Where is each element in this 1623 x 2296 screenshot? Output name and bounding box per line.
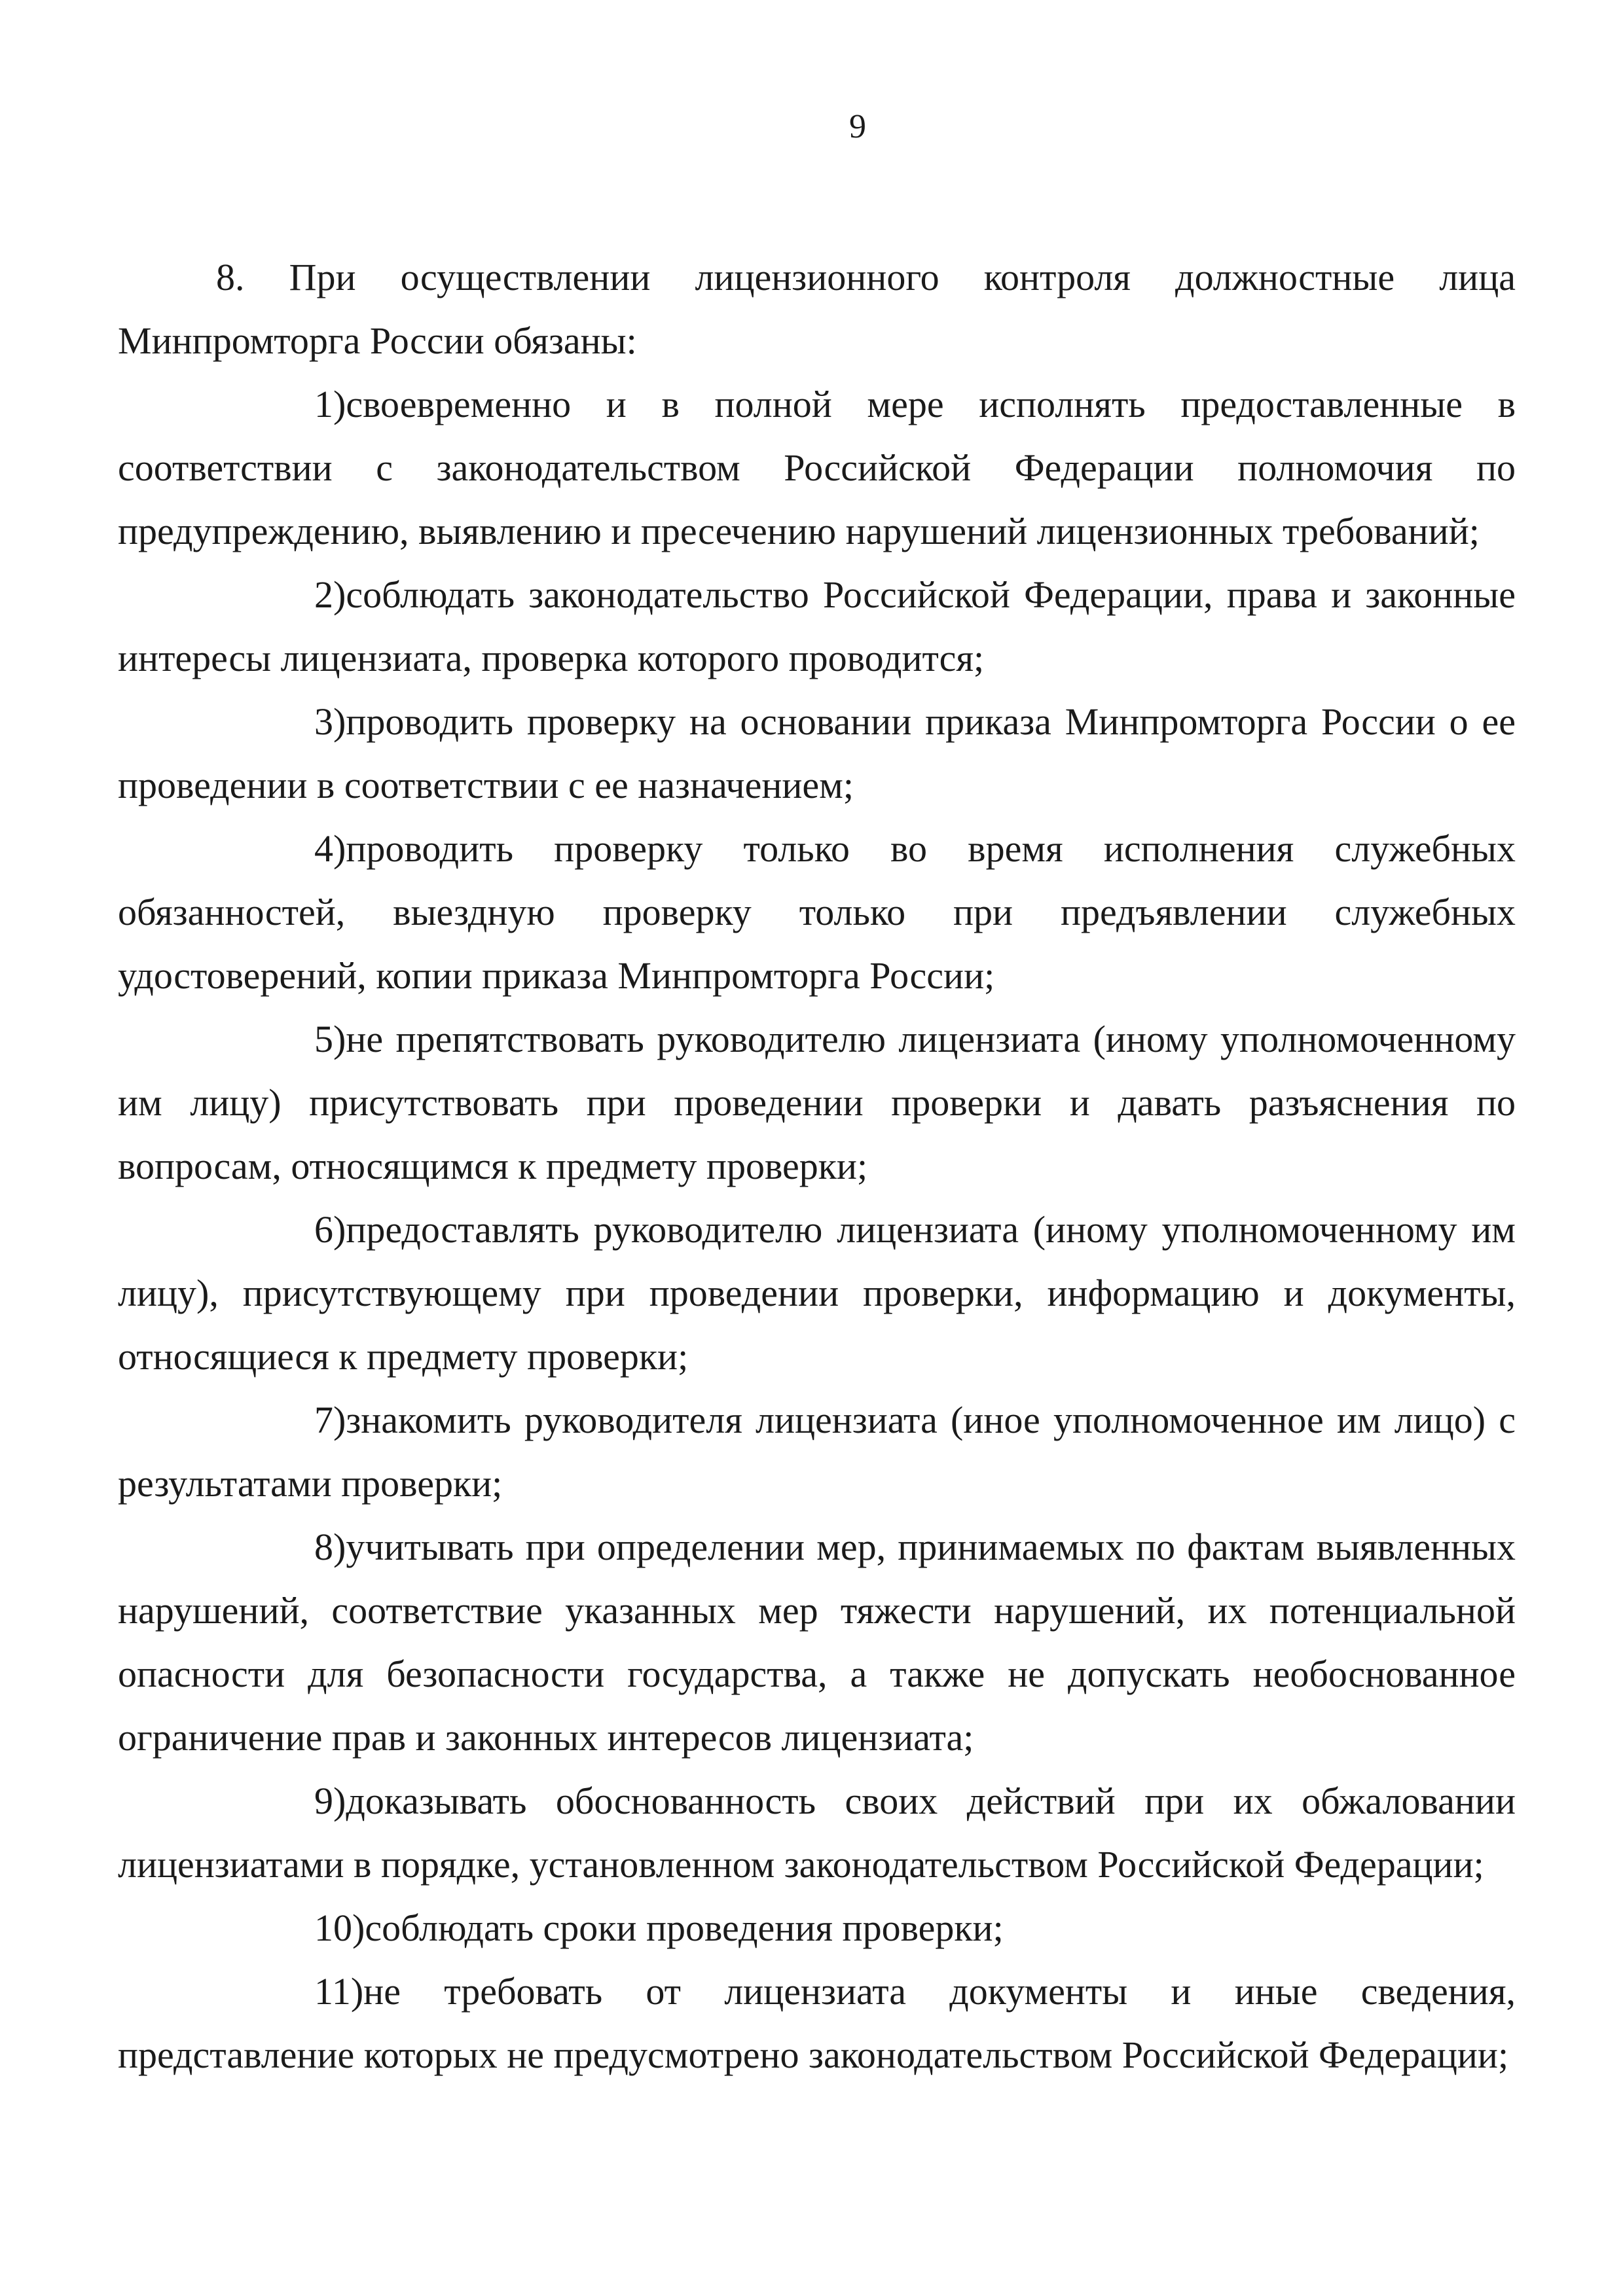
list-item-number: 2) (314, 573, 346, 616)
list-item-text: соблюдать законодательство Российской Федерации, права и законные интересы лицензиата, проверка которого проводится; (118, 573, 1516, 679)
list-item (118, 1960, 1516, 2087)
list-item-number: 7) (314, 1399, 346, 1441)
list-item (118, 817, 1516, 1007)
list-item (118, 1198, 1516, 1388)
list-item-text: не требовать от лицензиата документы и иные сведения, представление которых не предусмотрено законодательством Российской Федерации; (118, 1970, 1516, 2076)
list-item (118, 1896, 1516, 1960)
list-item (118, 1769, 1516, 1896)
list-item-text: доказывать обоснованность своих действий при их обжаловании лицензиатами в порядке, установленном законодательством Российской Федерации; (118, 1780, 1516, 1886)
list-item (118, 690, 1516, 817)
list-item-number: 3) (314, 700, 346, 743)
page-number: 9 (849, 108, 866, 145)
list-item-text: не препятствовать руководителю лицензиата (иному уполномоченному им лицу) присутствовать при проведении проверки и давать разъяснения по вопросам, относящимся к предмету проверки; (118, 1018, 1516, 1187)
list-item-text: соблюдать сроки проведения проверки; (365, 1907, 1004, 1949)
list-item-text: предоставлять руководителю лицензиата (иному уполномоченному им лицу), присутствующему при проведении проверки, информацию и документы, относящиеся к предмету проверки; (118, 1208, 1516, 1378)
list-item-text: проводить проверку только во время исполнения служебных обязанностей, выездную проверку только при предъявлении служебных удостоверений, копии приказа Минпромторга России; (118, 827, 1516, 997)
list-item (118, 563, 1516, 690)
list-item-text: своевременно и в полной мере исполнять предоставленные в соответствии с законодательством Российской Федерации полномочия по предупреждению, выявлению и пресечению нарушений лицензионных требований; (118, 383, 1516, 552)
list-item-number: 1) (314, 383, 346, 425)
list-item-number: 9) (314, 1780, 346, 1822)
list-item-text: знакомить руководителя лицензиата (иное уполномоченное им лицо) с результатами проверки; (118, 1399, 1516, 1505)
intro-paragraph: 8. При осуществлении лицензионного контроля должностные лица Минпромторга России обязаны: (118, 256, 1516, 362)
document-body (118, 245, 1516, 2087)
list-item (118, 1007, 1516, 1198)
list-item-number: 4) (314, 827, 346, 870)
list-item-text: проводить проверку на основании приказа Минпромторга России о ее проведении в соответствии с ее назначением; (118, 700, 1516, 806)
list-item-number: 11) (314, 1970, 364, 2013)
list-item-number: 5) (314, 1018, 346, 1060)
list-item-number: 10) (314, 1907, 365, 1949)
list-item-number: 8) (314, 1526, 346, 1568)
list-item (118, 1515, 1516, 1769)
list-item (118, 372, 1516, 563)
list-item-text: учитывать при определении мер, принимаемых по фактам выявленных нарушений, соответствие указанных мер тяжести нарушений, их потенциальной опасности для безопасности государства, а также не допускать необоснованное ограничение прав и законных интересов лицензиата; (118, 1526, 1516, 1759)
list-item-number: 6) (314, 1208, 346, 1251)
list-item (118, 1388, 1516, 1515)
